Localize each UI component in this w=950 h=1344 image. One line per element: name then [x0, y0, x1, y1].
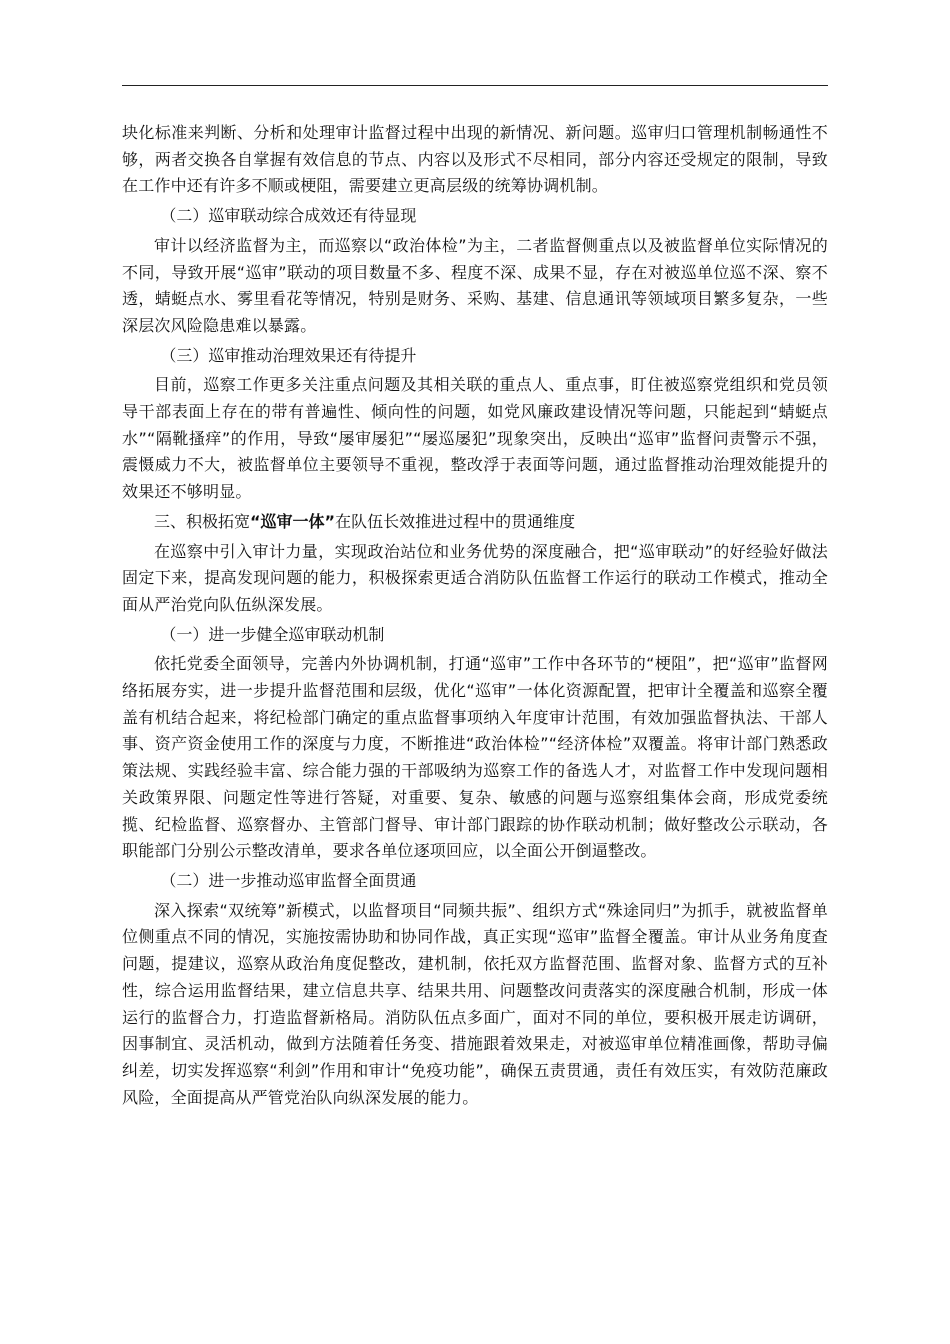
heading-emphasis: “巡审一体” [250, 511, 336, 531]
heading-suffix: 在队伍长效推进过程中的贯通维度 [335, 511, 576, 531]
paragraph: 在巡察中引入审计力量，实现政治站位和业务优势的深度融合，把“巡审联动”的好经验好做法固定下来，提高发现问题的能力，积极探索更适合消防队伍监督工作运行的联动工作模式，推动全面从严治党向队伍纵深发展。 [122, 541, 828, 614]
section-heading-3-1: （一）进一步健全巡审联动机制 [160, 624, 385, 644]
section-heading-3 [122, 509, 828, 536]
header-divider [122, 85, 828, 86]
section-heading-2-3: （三）巡审推动治理效果还有待提升 [160, 345, 417, 365]
paragraph: 依托党委全面领导，完善内外协调机制，打通“巡审”工作中各环节的“梗阻”，把“巡审”监督网络拓展夯实，进一步提升监督范围和层级，优化“巡审”一体化资源配置，把审计全覆盖和巡察全覆盖有机结合起来，将纪检部门确定的重点监督事项纳入年度审计范围，有效加强监督执法、干部人事、资产资金使用工作的深度与力度，不断推进“政治体检”“经济体检”双覆盖。将审计部门熟悉政策法规、实践经验丰富、综合能力强的干部吸纳为巡察工作的备选人才，对监督工作中发现问题相关政策界限、问题定性等进行答疑，对重要、复杂、敏感的问题与巡察组集体会商，形成党委统揽、纪检监督、巡察督办、主管部门督导、审计部门跟踪的协作联动机制；做好整改公示联动，各职能部门分别公示整改清单，要求各单位逐项回应，以全面公开倒逼整改。 [122, 654, 828, 861]
paragraph-continuation: 块化标准来判断、分析和处理审计监督过程中出现的新情况、新问题。巡审归口管理机制畅通性不够，两者交换各自掌握有效信息的节点、内容以及形式不尽相同，部分内容还受规定的限制，导致在工作中还有许多不顺或梗阻，需要建立更高层级的统筹协调机制。 [122, 123, 828, 196]
section-heading-3-2: （二）进一步推动巡审监督全面贯通 [160, 870, 417, 890]
paragraph: 审计以经济监督为主，而巡察以“政治体检”为主，二者监督侧重点以及被监督单位实际情况的不同，导致开展“巡审”联动的项目数量不多、程度不深、成果不显，存在对被巡单位巡不深、察不透，蜻蜓点水、雾里看花等情况，特别是财务、采购、基建、信息通讯等领域项目繁多复杂，一些深层次风险隐患难以暴露。 [122, 235, 828, 335]
heading-prefix: 三、积极拓宽 [154, 511, 251, 531]
section-heading-2-2: （二）巡审联动综合成效还有待显现 [160, 206, 417, 226]
paragraph: 目前，巡察工作更多关注重点问题及其相关联的重点人、重点事，盯住被巡察党组织和党员领导干部表面上存在的带有普遍性、倾向性的问题，如党风廉政建设情况等问题，只能起到“蜻蜓点水”“隔靴搔痒”的作用，导致“屡审屡犯”“屡巡屡犯”现象突出，反映出“巡审”监督问责警示不强，震慑威力不大，被监督单位主要领导不重视，整改浮于表面等问题，通过监督推动治理效能提升的效果还不够明显。 [122, 375, 828, 502]
paragraph: 深入探索“双统筹”新模式，以监督项目“同频共振”、组织方式“殊途同归”为抓手，就被监督单位侧重点不同的情况，实施按需协助和协同作战，真正实现“巡审”监督全覆盖。审计从业务角度查问题，提建议，巡察从政治角度促整改，建机制，依托双方监督范围、监督对象、监督方式的互补性，综合运用监督结果，建立信息共享、结果共用、问题整改问责落实的深度融合机制，形成一体运行的监督合力，打造监督新格局。消防队伍点多面广，面对不同的单位，要积极开展走访调研，因事制宜、灵活机动，做到方法随着任务变、措施跟着效果走，对被巡审单位精准画像，帮助寻偏纠差，切实发挥巡察“利剑”作用和审计“免疫功能”，确保五责贯通，责任有效压实，有效防范廉政风险，全面提高从严管党治队向纵深发展的能力。 [122, 900, 828, 1107]
document-body [122, 120, 828, 1111]
